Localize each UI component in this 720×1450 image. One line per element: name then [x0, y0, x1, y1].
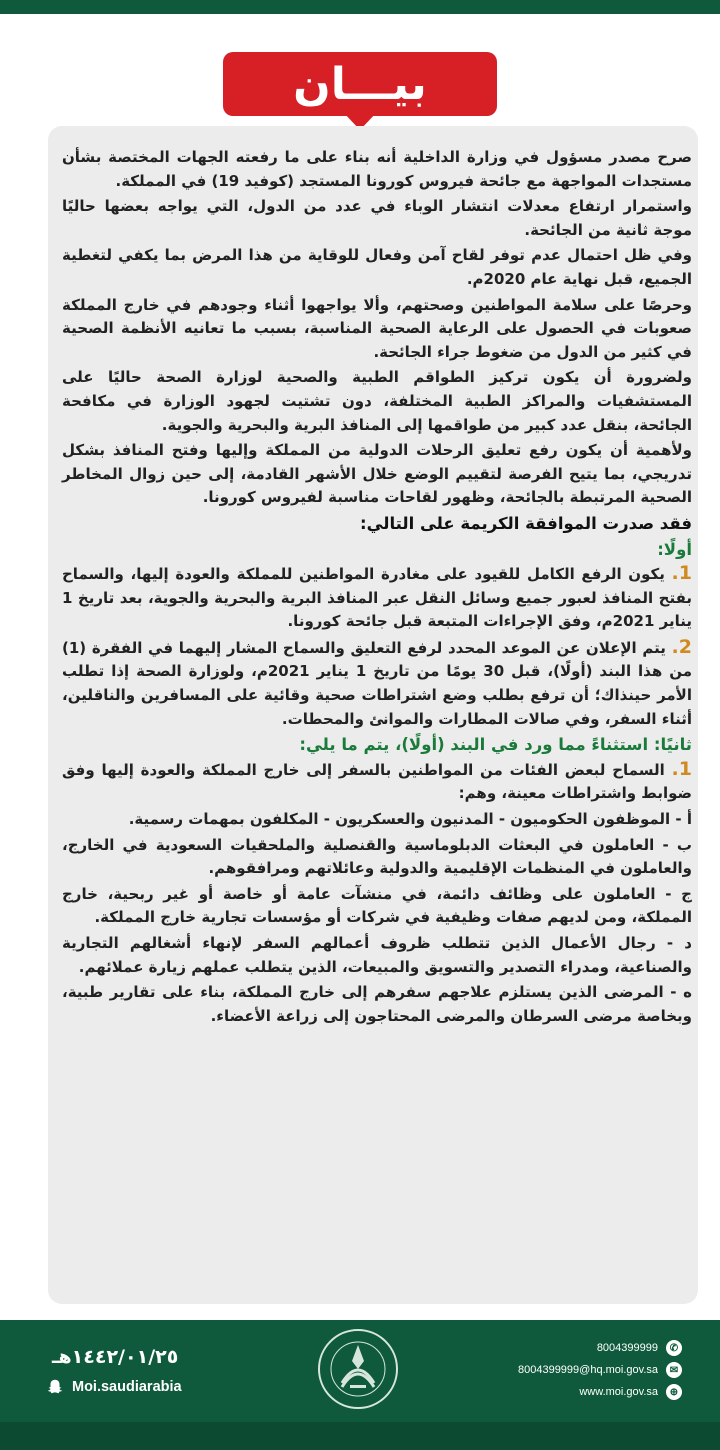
paragraph: ولأهمية أن يكون رفع تعليق الرحلات الدولية من المملكة وإليها وفتح المنافذ بشكل تدريجي، بما يتيح الفرصة لتقييم الوضع خلال الأشهر القادمة، إلى حين زوال المخاطر الصحية المرتبطة بالجائحة، وظهور لقاحات مناسبة لفيروس كورونا. — [62, 441, 692, 507]
approval-heading: فقد صدرت الموافقة الكريمة على التالي: — [359, 513, 692, 533]
category-item: أ - الموظفون الحكوميون - المدنيون والعسكريون - المكلفون بمهمات رسمية. — [128, 810, 692, 829]
item-number: 2. — [671, 635, 692, 658]
ministry-emblem — [318, 1329, 398, 1409]
category-item: ه - المرضى الذين يستلزم علاجهم سفرهم إلى خارج المملكة، بناء على تقارير طبية، وبخاصة مرضى السرطان والمرضى المحتاجون إلى زراعة الأعضاء. — [62, 983, 692, 1025]
snapchat-label: Moi.saudiarabia — [72, 1379, 182, 1395]
paragraph: ولضرورة أن يكون تركيز الطواقم الطبية والصحية لوزارة الصحة حاليًا على المستشفيات والمراكز الطبية المختلفة، دون تشتيت لجهود الوزارة في مكافحة الجائحة، بنقل عدد كبير من طواقمها إلى المنافذ البرية والبحرية والجوية. — [62, 368, 692, 434]
statement-body — [62, 146, 692, 1030]
banner-title: بيـــان — [293, 58, 427, 110]
first-item-2 — [62, 636, 692, 731]
footer-bottom-strip — [0, 1422, 720, 1450]
first-item-1 — [62, 562, 692, 634]
paragraph: صرح مصدر مسؤول في وزارة الداخلية أنه بناء على ما رفعته الجهات المختصة بشأن مستجدات المواجهة مع جائحة فيروس كورونا المستجد (كوفيد 19) في المملكة. — [62, 148, 692, 190]
second-item-1 — [62, 758, 692, 806]
snapchat-icon — [46, 1378, 64, 1396]
category-item: د - رجال الأعمال الذين تتطلب ظروف أعمالهم السفر لإنهاء أشغالهم التجارية والصناعية، ومدراء التصدير والتسويق والمبيعات، الذين يتطلب عملهم زيارة عملائهم. — [62, 934, 692, 976]
first-section-heading: أولًا: — [657, 539, 692, 559]
contact-email[interactable] — [518, 1362, 682, 1378]
emblem-icon — [328, 1339, 388, 1399]
item-text: يتم الإعلان عن الموعد المحدد لرفع التعليق والسماح المشار إليهما في الفقرة (1) من هذا البند (أولًا)، قبل 30 يومًا من تاريخ 1 يناير 2021م، ولوزارة الصحة إذا تطلب الأمر حينذاك؛ أن ترفع بطلب وضع اشتراطات صحية وقائية على المسافرين والناقلين، أثناء السفر، وفي صالات المطارات والموانئ والمحطات. — [62, 638, 692, 728]
website-url: www.moi.gov.sa — [579, 1386, 658, 1398]
email-address: 8004399999@hq.moi.gov.sa — [517, 1364, 658, 1376]
hijri-date: ١٤٤٢/٠١/٢٥هـ — [52, 1346, 179, 1368]
phone-icon: ✆ — [666, 1340, 682, 1356]
contact-phone[interactable] — [597, 1340, 682, 1356]
category-item: ب - العاملون في البعثات الدبلوماسية والقنصلية والملحقيات السعودية في الخارج، والعاملون في المنظمات الإقليمية والدولية وعائلاتهم ومرافقوهم. — [62, 835, 692, 878]
statement-banner — [223, 52, 497, 116]
contact-website[interactable] — [579, 1384, 682, 1400]
email-icon: ✉ — [666, 1362, 682, 1378]
paragraph: وفي ظل احتمال عدم توفر لقاح آمن وفعال للوقاية من هذا المرض بما يكفي لتغطية الجميع، قبل نهاية عام 2020م. — [62, 246, 692, 288]
globe-icon: ⊕ — [666, 1384, 682, 1400]
item-number: 1. — [671, 562, 692, 585]
paragraph: واستمرار ارتفاع معدلات انتشار الوباء في عدد من الدول، التي يواجه بعضها حاليًا موجة ثانية من الجائحة. — [62, 197, 692, 239]
item-text: يكون الرفع الكامل للقيود على مغادرة المواطنين للمملكة والعودة إليها، والسماح بفتح المنافذ لعبور جميع وسائل النقل عبر المنافذ البرية والبحرية والجوية، بعد تاريخ 1 يناير 2021م، وفق الإجراءات المتبعة قبل جائحة كورونا. — [62, 565, 692, 631]
paragraph: وحرصًا على سلامة المواطنين وصحتهم، وألا يواجهوا أثناء وجودهم في خارج المملكة صعوبات في الحصول على الرعاية الصحية المناسبة، بسبب ما تعانيه الأنظمة الصحية في كثير من الدول من ضغوط جراء الجائحة. — [62, 295, 692, 361]
second-section-heading: ثانيًا: استثناءً مما ورد في البند (أولًا)، يتم ما يلي: — [299, 735, 692, 755]
item-text: السماح لبعض الفئات من المواطنين بالسفر إلى خارج المملكة والعودة إليها وفق ضوابط واشتراطات معينة، وهم: — [62, 760, 692, 803]
snapchat-handle[interactable] — [46, 1378, 182, 1396]
category-item: ج - العاملون على وظائف دائمة، في منشآت عامة أو خاصة أو غير ربحية، خارج المملكة، ومن لديهم صفات وظيفية في شركات أو مؤسسات تجارية خارج المملكة. — [62, 884, 692, 927]
phone-number: 8004399999 — [596, 1342, 658, 1354]
top-bar — [0, 0, 720, 14]
item-number: 1. — [671, 757, 692, 780]
